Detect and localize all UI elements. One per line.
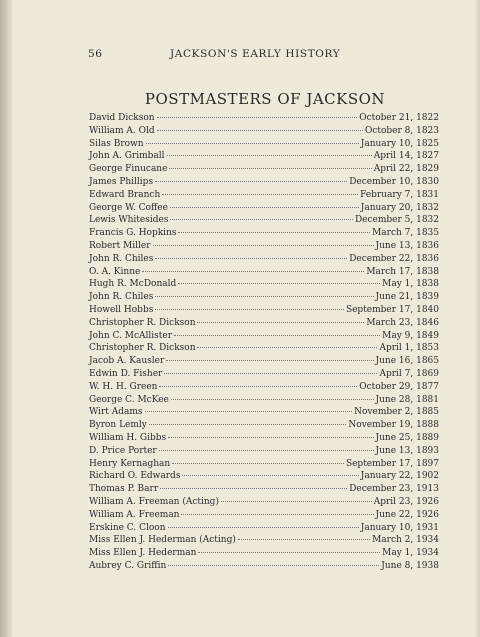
appointment-date: September 17, 1840 [345, 304, 439, 315]
postmaster-entry [89, 483, 439, 496]
dot-leader [155, 258, 347, 259]
dot-leader [168, 527, 359, 528]
appointment-date: January 20, 1832 [360, 202, 439, 213]
appointment-date: June 13, 1893 [375, 445, 439, 456]
postmaster-entry [89, 406, 439, 419]
postmaster-name: George Finucane [89, 164, 168, 175]
postmaster-entry [89, 304, 439, 317]
appointment-date: May 1, 1838 [382, 279, 439, 290]
postmaster-entry [89, 342, 439, 355]
dot-leader [162, 194, 358, 195]
appointment-date: November 2, 1885 [354, 407, 439, 418]
appointment-date: June 25, 1889 [375, 432, 439, 443]
postmaster-name: Edwin D. Fisher [89, 368, 163, 379]
running-head [88, 48, 443, 62]
appointment-date: June 8, 1938 [381, 560, 439, 571]
section-heading: POSTMASTERS OF JACKSON [144, 90, 386, 108]
postmaster-entry [89, 496, 439, 509]
postmaster-name: Thomas P. Barr [89, 484, 159, 495]
appointment-date: December 10, 1830 [349, 176, 439, 187]
appointment-date: January 10, 1825 [360, 138, 439, 149]
postmaster-entry [89, 240, 439, 253]
postmaster-entry [89, 432, 439, 445]
postmaster-name: Henry Kernaghan [89, 458, 171, 469]
postmaster-name: W. H. H. Green [89, 381, 158, 392]
postmaster-entry [89, 189, 439, 202]
postmaster-name: Miss Ellen J. Hederman [89, 548, 197, 559]
appointment-date: March 7, 1835 [372, 228, 439, 239]
postmaster-entry [89, 150, 439, 163]
postmaster-entry [89, 317, 439, 330]
postmaster-entry [89, 227, 439, 240]
appointment-date: May 9, 1849 [382, 330, 439, 341]
appointment-date: April 1, 1853 [379, 343, 439, 354]
postmaster-name: Hugh R. McDonald [89, 279, 177, 290]
postmaster-name: David Dickson [89, 113, 155, 123]
postmaster-entry [89, 560, 439, 573]
postmaster-entry [89, 368, 439, 381]
appointment-date: December 22, 1836 [349, 253, 439, 264]
postmaster-name: George W. Coffee [89, 202, 168, 213]
appointment-date: June 22, 1926 [375, 509, 439, 520]
dot-leader [155, 309, 344, 310]
dot-leader [146, 143, 359, 144]
postmaster-name: Christopher R. Dickson [89, 343, 196, 354]
postmaster-entry [89, 509, 439, 522]
appointment-date: June 28, 1881 [375, 394, 439, 405]
postmaster-name: Silas Brown [89, 138, 144, 149]
appointment-date: June 16, 1865 [375, 356, 439, 367]
dot-leader [170, 207, 359, 208]
dot-leader [182, 475, 358, 476]
postmaster-entry [89, 202, 439, 215]
dot-leader [178, 283, 380, 284]
postmaster-name: Jacob A. Kausler [89, 356, 165, 367]
postmaster-list [89, 112, 439, 573]
dot-leader [197, 347, 377, 348]
postmaster-entry [89, 176, 439, 189]
postmaster-name: Erskine C. Cloon [89, 522, 166, 533]
postmaster-entry [89, 355, 439, 368]
appointment-date: June 13, 1836 [375, 240, 439, 251]
postmaster-name: Wirt Adams [89, 407, 143, 418]
appointment-date: October 8, 1823 [364, 125, 439, 136]
postmaster-entry [89, 419, 439, 432]
dot-leader [157, 117, 358, 118]
postmaster-entry [89, 266, 439, 279]
appointment-date: October 21, 1822 [359, 113, 439, 123]
dot-leader [170, 219, 353, 220]
dot-leader [198, 552, 380, 553]
dot-leader [197, 322, 364, 323]
postmaster-name: William H. Gibbs [89, 432, 167, 443]
postmaster-name: Christopher R. Dickson [89, 317, 196, 328]
postmaster-entry [89, 470, 439, 483]
appointment-date: January 22, 1902 [360, 471, 439, 482]
dot-leader [221, 501, 372, 502]
dot-leader [166, 360, 373, 361]
dot-leader [159, 386, 357, 387]
dot-leader [174, 335, 380, 336]
postmaster-entry [89, 547, 439, 560]
dot-leader [167, 155, 372, 156]
dot-leader [160, 488, 347, 489]
postmaster-entry [89, 458, 439, 471]
dot-leader [145, 411, 353, 412]
postmaster-name: William A. Old [89, 125, 155, 136]
dot-leader [172, 463, 344, 464]
dot-leader [238, 539, 370, 540]
postmaster-name: Byron Lemly [89, 420, 147, 431]
postmaster-name: Robert Miller [89, 240, 151, 251]
dot-leader [157, 130, 363, 131]
postmaster-entry [89, 214, 439, 227]
dot-leader [178, 232, 370, 233]
dot-leader [181, 514, 373, 515]
dot-leader [153, 245, 374, 246]
dot-leader [169, 168, 371, 169]
postmaster-name: John R. Chiles [89, 292, 154, 303]
postmaster-name: George C. McKee [89, 394, 169, 405]
appointment-date: April 14, 1827 [373, 151, 439, 162]
dot-leader [159, 450, 374, 451]
appointment-date: March 17, 1838 [366, 266, 439, 277]
postmaster-name: Aubrey C. Griffin [89, 560, 167, 571]
postmaster-name: Miss Ellen J. Hederman (Acting) [89, 535, 236, 546]
postmaster-entry [89, 381, 439, 394]
appointment-date: April 22, 1829 [373, 164, 439, 175]
postmaster-entry [89, 394, 439, 407]
postmaster-entry [89, 291, 439, 304]
appointment-date: April 7, 1869 [379, 368, 439, 379]
postmaster-name: Edward Branch [89, 189, 161, 200]
postmaster-entry [89, 253, 439, 266]
postmaster-entry [89, 163, 439, 176]
postmaster-name: John C. McAllister [89, 330, 173, 341]
postmaster-entry [89, 522, 439, 535]
page-number: 56 [88, 48, 103, 60]
appointment-date: April 23, 1926 [373, 496, 439, 507]
dot-leader [168, 437, 373, 438]
appointment-date: October 29, 1877 [359, 381, 439, 392]
running-title: JACKSON'S EARLY HISTORY [170, 48, 341, 60]
dot-leader [142, 271, 364, 272]
postmaster-name: O. A. Kinne [89, 266, 141, 277]
dot-leader [155, 296, 373, 297]
postmaster-name: D. Price Porter [89, 445, 157, 456]
postmaster-name: William A. Freeman (Acting) [89, 496, 219, 507]
appointment-date: January 10, 1931 [360, 522, 439, 533]
postmaster-entry [89, 278, 439, 291]
dot-leader [155, 181, 347, 182]
postmaster-entry [89, 445, 439, 458]
appointment-date: December 23, 1913 [349, 484, 439, 495]
postmaster-entry [89, 125, 439, 138]
postmaster-name: James Phillips [89, 176, 154, 187]
dot-leader [164, 373, 377, 374]
appointment-date: March 23, 1846 [366, 317, 439, 328]
appointment-date: February 7, 1831 [360, 189, 439, 200]
dot-leader [171, 399, 374, 400]
appointment-date: November 19, 1888 [348, 420, 439, 431]
postmaster-name: William A. Freeman [89, 509, 180, 520]
dot-leader [168, 565, 379, 566]
appointment-date: May 1, 1934 [382, 548, 439, 559]
postmaster-name: John R. Chiles [89, 253, 154, 264]
postmaster-name: Richard O. Edwards [89, 471, 181, 482]
postmaster-name: John A. Grimball [89, 151, 165, 162]
appointment-date: March 2, 1934 [372, 535, 439, 546]
postmaster-name: Howell Hobbs [89, 304, 154, 315]
postmaster-name: Francis G. Hopkins [89, 228, 177, 239]
postmaster-name: Lewis Whitesides [89, 215, 169, 226]
postmaster-entry [89, 138, 439, 151]
postmaster-entry [89, 112, 439, 125]
appointment-date: December 5, 1832 [354, 215, 439, 226]
appointment-date: September 17, 1897 [345, 458, 439, 469]
dot-leader [149, 424, 347, 425]
appointment-date: June 21, 1839 [375, 292, 439, 303]
postmaster-entry [89, 330, 439, 343]
postmaster-entry [89, 534, 439, 547]
